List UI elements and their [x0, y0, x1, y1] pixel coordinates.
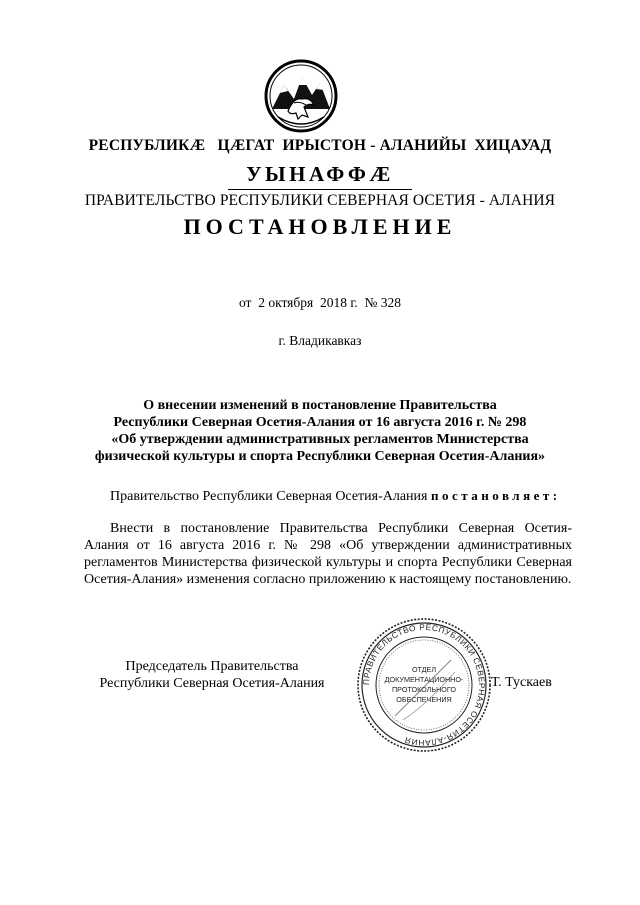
- stamp-inner-line-1: ОТДЕЛ: [411, 665, 437, 674]
- document-type-ossetian: УЫНАФФӔ: [246, 162, 394, 186]
- document-date-number: от 2 октября 2018 г. № 328: [238, 295, 401, 310]
- body-paragraph-1: [84, 487, 572, 505]
- coat-of-arms-emblem: [264, 59, 338, 133]
- official-seal-stamp: [355, 616, 493, 754]
- decree-word-spaced: постановляет:: [430, 488, 561, 503]
- republic-name-ossetian: РЕСПУБЛИКӔ ЦӔГАТ ИРЫСТОН - АЛАНИЙЫ ХИЦАУАД: [88, 137, 552, 154]
- title-line-1: О внесении изменений в постановление Правительства: [143, 398, 497, 413]
- stamp-inner-line-3: ПРОТОКОЛЬНОГО: [392, 685, 456, 694]
- stamp-outer-text: ПРАВИТЕЛЬСТВО РЕСПУБЛИКИ СЕВЕРНАЯ ОСЕТИЯ-АЛАНИЯ: [361, 622, 487, 748]
- title-line-2: Республики Северная Осетия-Алания от 16 августа 2016 г. № 298: [113, 415, 527, 430]
- stamp-inner-line-2: ДОКУМЕНТАЦИОННО-: [384, 675, 464, 684]
- document-title: [0, 397, 640, 465]
- signatory-name: Т. Тускаев: [491, 675, 552, 690]
- document-city: г. Владикавказ: [278, 333, 362, 348]
- signatory-position: [82, 658, 342, 692]
- body-paragraph-1-text: Правительство Республики Северная Осетия-Алания: [110, 489, 431, 504]
- government-name-russian: ПРАВИТЕЛЬСТВО РЕСПУБЛИКИ СЕВЕРНАЯ ОСЕТИЯ - АЛАНИЯ: [84, 192, 556, 209]
- header-underline: [228, 189, 412, 190]
- title-line-3: «Об утверждении административных регламентов Министерства: [111, 432, 529, 447]
- stamp-inner-line-4: ОБЕСПЕЧЕНИЯ: [396, 695, 452, 704]
- document-type-russian: ПОСТАНОВЛЕНИЕ: [183, 214, 457, 239]
- title-line-4: физической культуры и спорта Республики Северная Осетия-Алания»: [94, 449, 546, 464]
- signatory-position-line-1: Председатель Правительства: [125, 659, 299, 674]
- signatory-position-line-2: Республики Северная Осетия-Алания: [99, 676, 325, 691]
- body-paragraph-2: Внести в постановление Правительства Республики Северная Осетия-Алания от 16 августа 2016 г. № 298 «Об утверждении административных регламентов Министерства физической культуры и спорта Республики Северная Осетия-Алания» изменения согласно приложению к настоящему постановлению.: [84, 521, 572, 587]
